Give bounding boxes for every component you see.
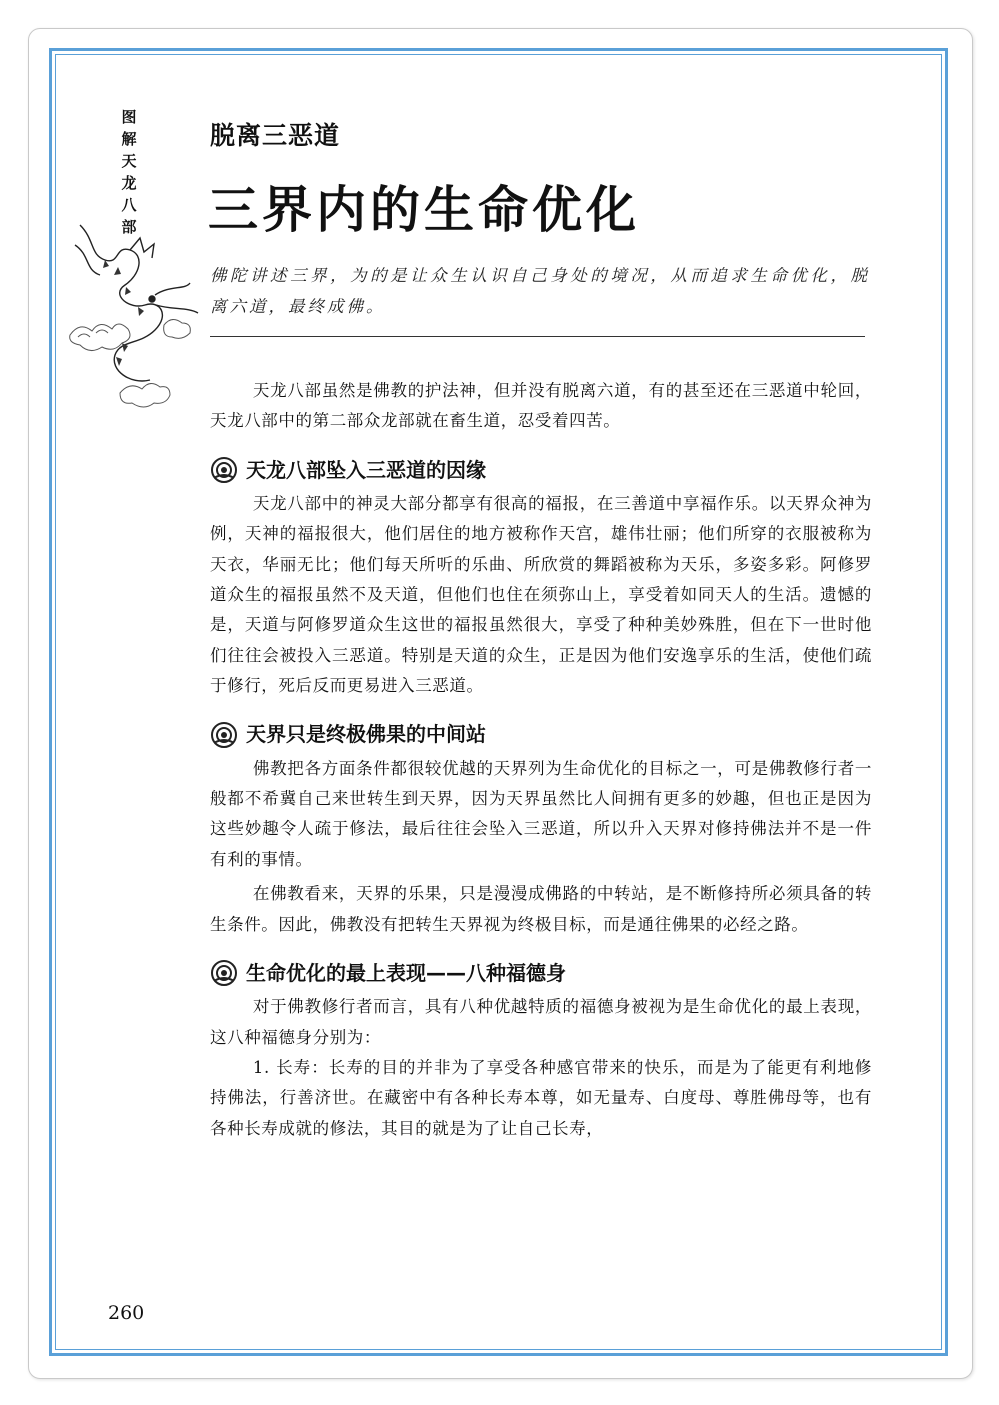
page-number: 260 [108, 1302, 145, 1324]
side-title-char: 八 [121, 196, 137, 214]
section-heading [210, 719, 872, 751]
section-paragraph: 天龙八部中的神灵大部分都享有很高的福报，在三善道中享福作乐。以天界众神为例，天神的福报很大，他们居住的地方被称作天宫，雄伟壮丽；他们所穿的衣服被称为天衣，华丽无比；他们每天所听的乐曲、所欣赏的舞蹈被称为天乐，多姿多彩。阿修罗道众生的福报虽然不及天道，但他们也住在须弥山上，享受着如同天人的生活。遗憾的是，天道与阿修罗道众生这世的福报虽然很大，享受了种种美妙殊胜，但在下一世时他们往往会被投入三恶道。特别是天道的众生，正是因为他们安逸享乐的生活，使他们疏于修行，死后反而更易进入三恶道。 [210, 493, 872, 696]
section-paragraph: 在佛教看来，天界的乐果，只是漫漫成佛路的中转站，是不断修持所必须具备的转生条件。因此，佛教没有把转生天界视为终极目标，而是通往佛果的必经之路。 [210, 884, 872, 934]
section-heading-text: 天界只是终极佛果的中间站 [246, 722, 486, 747]
side-title-char: 龙 [121, 174, 137, 192]
section-paragraph: 1. 长寿：长寿的目的并非为了享受各种感官带来的快乐，而是为了能更有利地修持佛法，行善济世。在藏密中有各种长寿本尊，如无量寿、白度母、尊胜佛母等，也有各种长寿成就的修法，其目的就是为了让自己长寿， [210, 1057, 872, 1138]
body-text [210, 376, 872, 1144]
intro-divider [210, 336, 865, 337]
dragon-illustration [60, 215, 210, 415]
chapter-intro: 佛陀讲述三界，为的是让众生认识自己身处的境况，从而追求生命优化，脱离六道，最终成佛。 [210, 266, 870, 316]
section-kicker: 脱离三恶道 [210, 121, 341, 150]
opening-paragraph: 天龙八部虽然是佛教的护法神，但并没有脱离六道，有的甚至还在三恶道中轮回，天龙八部中的第二部众龙部就在畜生道，忍受着四苦。 [210, 381, 872, 431]
section-heading-text: 天龙八部坠入三恶道的因缘 [246, 457, 486, 482]
section-heading-text: 生命优化的最上表现——八种福德身 [246, 960, 566, 985]
side-title-char: 部 [121, 218, 137, 236]
side-title-char: 图 [121, 108, 137, 126]
section-paragraph: 对于佛教修行者而言，具有八种优越特质的福德身被视为是生命优化的最上表现，这八种福德身分别为： [210, 997, 872, 1047]
section-heading [210, 454, 872, 486]
lotus-bullet-icon [210, 456, 238, 484]
side-title-char: 天 [121, 152, 137, 170]
lotus-bullet-icon [210, 721, 238, 749]
lotus-bullet-icon [210, 959, 238, 987]
section-paragraph: 佛教把各方面条件都很较优越的天界列为生命优化的目标之一，可是佛教修行者一般都不希冀自己来世转生到天界，因为天界虽然比人间拥有更多的妙趣，但也正是因为这些妙趣令人疏于修法，最后往往会坠入三恶道，所以升入天界对修持佛法并不是一件有利的事情。 [210, 758, 872, 869]
side-title-char: 解 [121, 130, 137, 148]
section-heading [210, 957, 872, 989]
page-title: 三界内的生命优化 [208, 181, 640, 239]
